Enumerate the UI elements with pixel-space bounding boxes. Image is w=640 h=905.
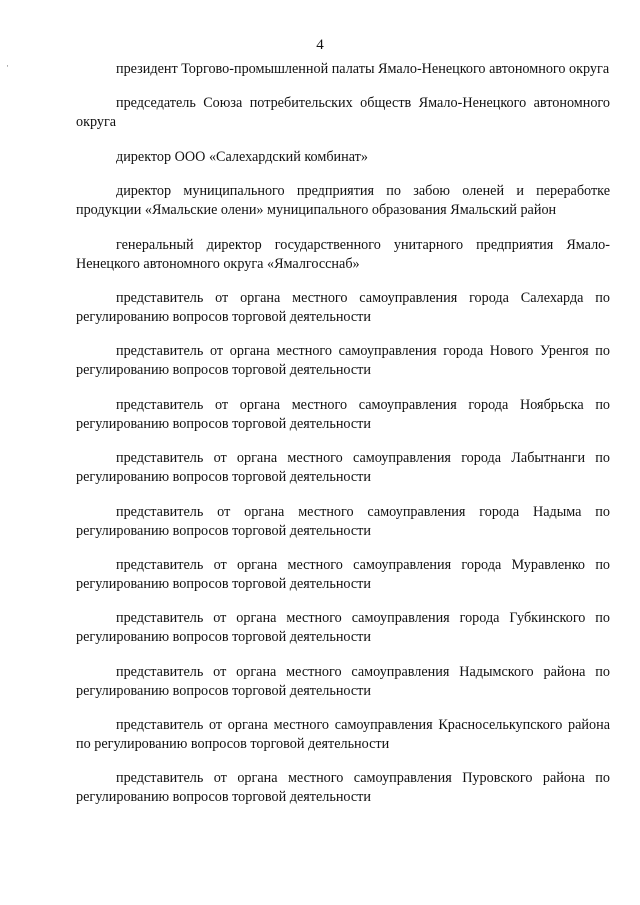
members-list (76, 60, 610, 823)
list-item: представитель от органа местного самоуправления Пуровского района по регулированию вопросов торговой деятельности (76, 770, 610, 806)
list-item: представитель от органа местного самоуправления города Салехарда по регулированию вопросов торговой деятельности (76, 289, 610, 325)
list-item: директор муниципального предприятия по забою оленей и переработке продукции «Ямальские олени» муниципального образования Ямальский район (76, 183, 610, 219)
list-item: председатель Союза потребительских обществ Ямало-Ненецкого автономного округа (76, 95, 610, 131)
list-item: президент Торгово-промышленной палаты Ямало-Ненецкого автономного округа (116, 61, 610, 77)
list-item: директор ООО «Салехардский комбинат» (116, 148, 368, 165)
list-item: генеральный директор государственного унитарного предприятия Ямало-Ненецкого автономного округа «Ямалгосснаб» (76, 236, 610, 272)
list-item: представитель от органа местного самоуправления города Лабытнанги по регулированию вопросов торговой деятельности (76, 450, 610, 486)
list-item: представитель от органа местного самоуправления Красноселькупского района по регулированию вопросов торговой деятельности (76, 717, 610, 753)
list-item: представитель от органа местного самоуправления города Нового Уренгоя по регулированию вопросов торговой деятельности (76, 343, 610, 379)
list-item: представитель от органа местного самоуправления города Ноябрьска по регулированию вопросов торговой деятельности (76, 396, 610, 432)
list-item: представитель от органа местного самоуправления города Губкинского по регулированию вопросов торговой деятельности (76, 610, 610, 646)
page-number: 4 (316, 37, 324, 53)
list-item: представитель от органа местного самоуправления Надымского района по регулированию вопросов торговой деятельности (76, 663, 610, 699)
list-item: представитель от органа местного самоуправления города Муравленко по регулированию вопросов торговой деятельности (76, 556, 610, 592)
margin-mark: · (6, 61, 9, 71)
list-item: представитель от органа местного самоуправления города Надыма по регулированию вопросов торговой деятельности (76, 503, 610, 539)
